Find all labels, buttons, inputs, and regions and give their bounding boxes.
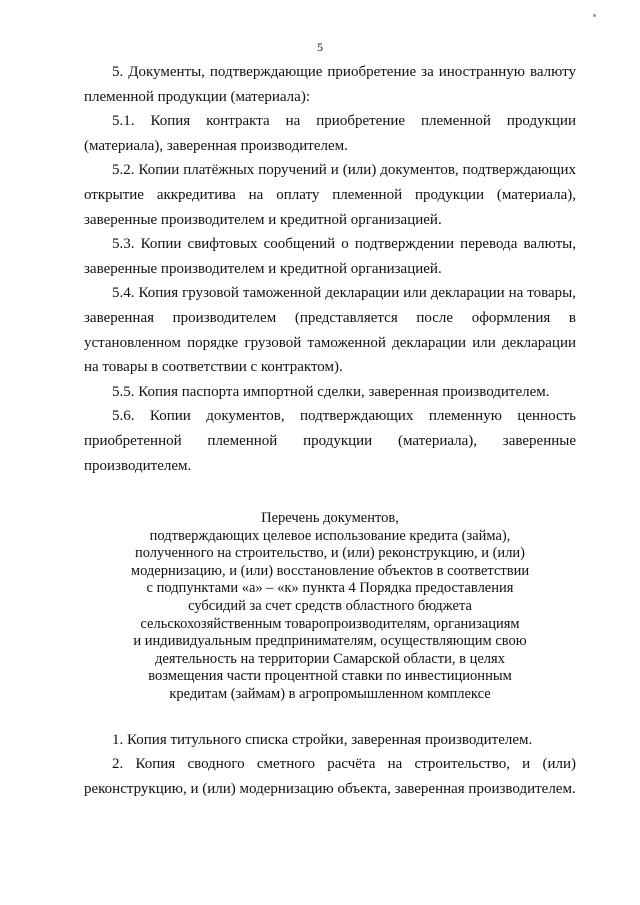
paragraph-5-4: 5.4. Копия грузовой таможенной декларации или декларации на товары, заверенная производителем (представляется после оформления в установленном порядке грузовой таможенной декларации или декларации на товары в соответствии с контрактом). [84, 285, 576, 376]
document-body [84, 60, 576, 801]
heading-line: модернизацию, и (или) восстановление объектов в соответствии [130, 562, 530, 579]
section-5-list [84, 60, 576, 478]
heading-line: и индивидуальным предпринимателям, осуществляющим свою [133, 633, 527, 650]
heading-line: кредитам (займам) в агропромышленном комплексе [169, 686, 491, 703]
scan-speck [593, 14, 596, 17]
heading-line: полученного на строительство, и (или) реконструкцию, и (или) [134, 545, 526, 562]
page-number: 5 [317, 40, 323, 54]
heading-line: сельскохозяйственным товаропроизводителям, организациям [140, 615, 520, 632]
heading-line: возмещения части процентной ставки по инвестиционным [148, 668, 512, 685]
paragraph-5-2: 5.2. Копии платёжных поручений и (или) документов, подтверждающих открытие аккредитива на оплату племенной продукции (материала), заверенные производителем и кредитной организацией. [84, 162, 576, 228]
list-item-2: 2. Копия сводного сметного расчёта на строительство, и (или) реконструкцию, и (или) модернизацию объекта, заверенная производителем. [84, 756, 576, 797]
paragraph-5-5: 5.5. Копия паспорта импортной сделки, заверенная производителем. [112, 383, 550, 400]
heading-line: деятельность на территории Самарской области, в целях [155, 650, 505, 667]
paragraph-5: 5. Документы, подтверждающие приобретение за иностранную валюту племенной продукции (материала): [84, 64, 576, 105]
heading-line: с подпунктами «а» – «к» пункта 4 Порядка предоставления [146, 580, 514, 597]
paragraph-5-3: 5.3. Копии свифтовых сообщений о подтверждении перевода валюты, заверенные производителем и кредитной организацией. [84, 236, 576, 277]
heading-line: подтверждающих целевое использование кредита (займа), [149, 527, 511, 544]
heading-line: Перечень документов, [261, 510, 399, 527]
documents-list [84, 728, 576, 802]
heading-line: субсидий за счет средств областного бюджета [188, 598, 472, 615]
paragraph-5-6: 5.6. Копии документов, подтверждающих племенную ценность приобретенной племенной продукции (материала), заверенные производителем. [84, 408, 576, 474]
paragraph-5-1: 5.1. Копия контракта на приобретение племенной продукции (материала), заверенная производителем. [84, 113, 576, 154]
list-item-1: 1. Копия титульного списка стройки, заверенная производителем. [112, 731, 533, 748]
section-heading [84, 510, 576, 704]
